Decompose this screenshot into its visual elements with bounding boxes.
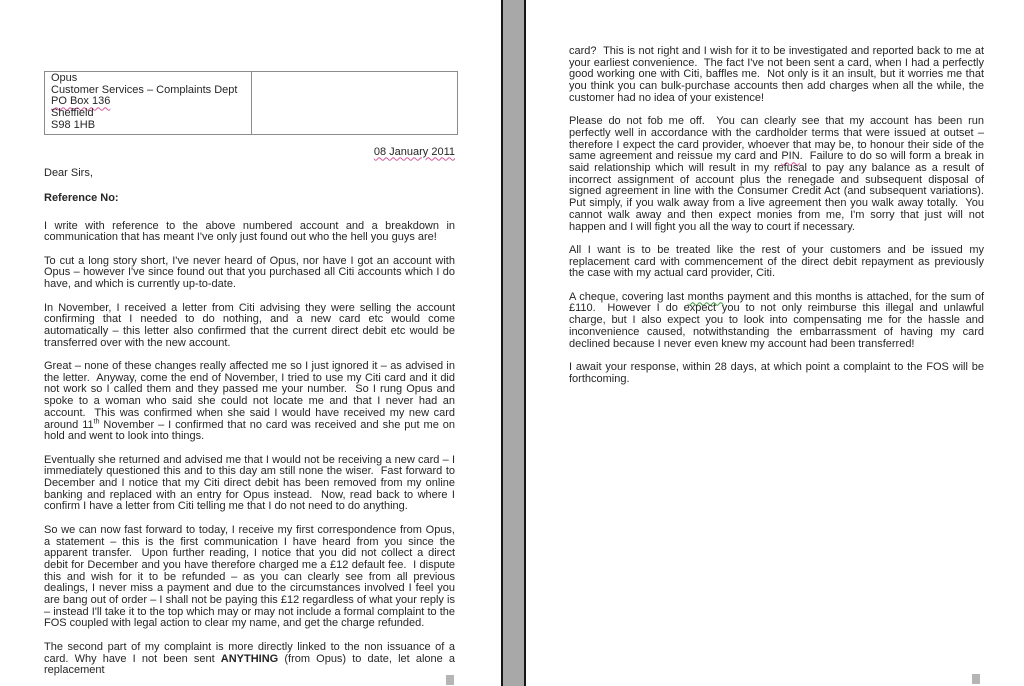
page-1-content [0, 0, 501, 677]
address-table-cell-empty[interactable] [252, 72, 457, 134]
text-segment: Customer Services – Complaints Dept [51, 83, 238, 96]
text-segment: months [687, 290, 724, 303]
letter-date[interactable] [44, 147, 455, 159]
text-segment: So we can now fast forward to today, I receive my first correspondence from Opus, a statement – this is the first communication I have heard from you since the apparent transfer. Upon further reading, I notice that you did not collect a direct debit for December and you have therefore charged me a £12 default fee. I dispute this and wish for it to be refunded – as you can clearly see from all previous dealings, I never miss a payment and due to the circumstances involved I feel you are bang out of order – I shall not be paying this £12 regardless of what your reply is – instead I'll take it to the top which may or may not include a formal complaint to the FOS coupled with legal action to clear my name, and get the charge refunded. [44, 523, 459, 630]
text-segment: PIN [781, 150, 800, 163]
address-line[interactable] [51, 120, 251, 132]
text-segment: card? This is not right and I wish for it to be investigated and reported back to me at your earliest convenience. The fact I've not been sent a card, when I had a perfectly good working one with Citi, baffles me. Not only is it an insult, but it worries me that you think you can bulk-purchase accounts then add charges when all the while, the customer had no idea of your existence! [569, 45, 988, 104]
text-segment: To cut a long story short, I've never heard of Opus, nor have I got an account with Opus – however I've since found out that you purchased all Citi accounts which I do have, and which is currently up-to-date. [44, 254, 459, 291]
text-segment: S98 1HB [51, 118, 96, 131]
text-segment: Great – none of these changes really affected me so I just ignored it – as advised in the letter. Anyway, come the end of November, I tried to use my Citi card and it did not work so I called them and they passed me your number. So I rung Opus and spoke to a woman who said she could not locate me and that I never had an account. This was confirmed when she said I would have received my new card around 11 [44, 360, 459, 431]
page-2-paragraphs [569, 45, 991, 385]
text-segment: th [93, 417, 100, 425]
date-text[interactable] [44, 147, 455, 159]
page-bottom-artifact-left [446, 675, 454, 685]
page-bottom-artifact-right [972, 674, 980, 684]
address-table-cell-recipient[interactable] [45, 72, 252, 134]
page-2-content [526, 0, 1024, 385]
paragraph[interactable] [44, 453, 459, 514]
page-1-paragraphs [44, 219, 459, 677]
text-segment: Please do not fob me off. You can clearly see that my account has been run perfectly well in accordance with the cardholder terms that were issued at outset – therefore I expect the card provider, whoever that may be, to honour their side of the same agreement and reissue my card and [569, 115, 988, 163]
paragraph[interactable] [44, 360, 459, 443]
text-segment: A cheque, covering last [569, 290, 688, 303]
paragraph[interactable] [44, 301, 459, 350]
text-segment: I await your response, within 28 days, at which point a complaint to the FOS will be forthcoming. [569, 360, 988, 385]
text-segment: All I want is to be treated like the rest of your customers and be issued my replacement card with commencement of the direct debit repayment as previously the case with my actual card provider, Citi. [569, 243, 988, 280]
text-segment: November – I confirmed that no card was received and she put me on hold and went to look into things. [44, 418, 459, 443]
salutation[interactable]: Dear Sirs, [44, 167, 93, 180]
document-page-2[interactable] [524, 0, 1024, 686]
paragraph[interactable] [44, 640, 459, 677]
document-page-1[interactable] [0, 0, 503, 686]
paragraph[interactable] [569, 360, 988, 385]
text-segment: Opus [51, 72, 78, 84]
text-segment: ANYTHING [220, 652, 279, 665]
text-segment: The second part of my complaint is more directly linked to the non issuance of a card. Why have I not been sent [44, 640, 459, 665]
reference-line[interactable]: Reference No: [44, 191, 119, 204]
text-segment: Eventually she returned and advised me that I would not be receiving a new card – I immediately questioned this and to this day am still none the wiser. Fast forward to December and I notice that my Citi direct debit has been removed from my online banking and replaced with an entry for Opus instead. Now, read back to where I confirm I have a letter from Citi telling me that I do not need to do anything. [44, 453, 459, 513]
text-segment: (from Opus) to date, let alone a replacement [44, 652, 459, 677]
paragraph[interactable] [569, 115, 991, 233]
paragraph[interactable] [569, 45, 988, 105]
paragraph[interactable] [44, 523, 459, 630]
text-segment: I write with reference to the above numbered account and a breakdown in communication that has meant I've only just found out who the hell you guys are! [44, 219, 459, 244]
paragraph[interactable] [569, 243, 988, 280]
text-segment: Sheffield [51, 107, 94, 120]
text-segment: In November, I received a letter from Citi advising they were selling the account confirming that I needed to do nothing, and a new card etc would come automatically – this letter also confirmed that the current direct debit etc would be transferred over with the new account. [44, 301, 459, 349]
paragraph[interactable] [569, 290, 988, 351]
text-segment: PO Box 136 [51, 95, 111, 108]
paragraph[interactable] [44, 219, 459, 244]
text-segment: payment and this months is attached, for the sum of £110. However I do expect you to not only reimburse this illegal and unlawful charge, but I also expect you to look into compensating me for the hassle and inconvenience caused, notwithstanding the embarrassment of having my card declined because I never even knew my account had been transferred! [569, 290, 988, 350]
paragraph[interactable] [44, 254, 459, 291]
text-segment: 08 January 2011 [373, 145, 455, 158]
address-table [44, 71, 458, 135]
text-segment: . Failure to do so will form a break in said relationship which will result in my refusal to pay any balance as a result of incorrect assignment of account plus the renegade and subsequent disposal of signed agreement in line with the Consumer Credit Act (and subsequent variations). Put simply, if you walk away from a live agreement then you walk away totally. You cannot walk away and then expect monies from me, I'm sorry that just will not happen and I will fight you all the way to court if necessary. [569, 150, 991, 233]
